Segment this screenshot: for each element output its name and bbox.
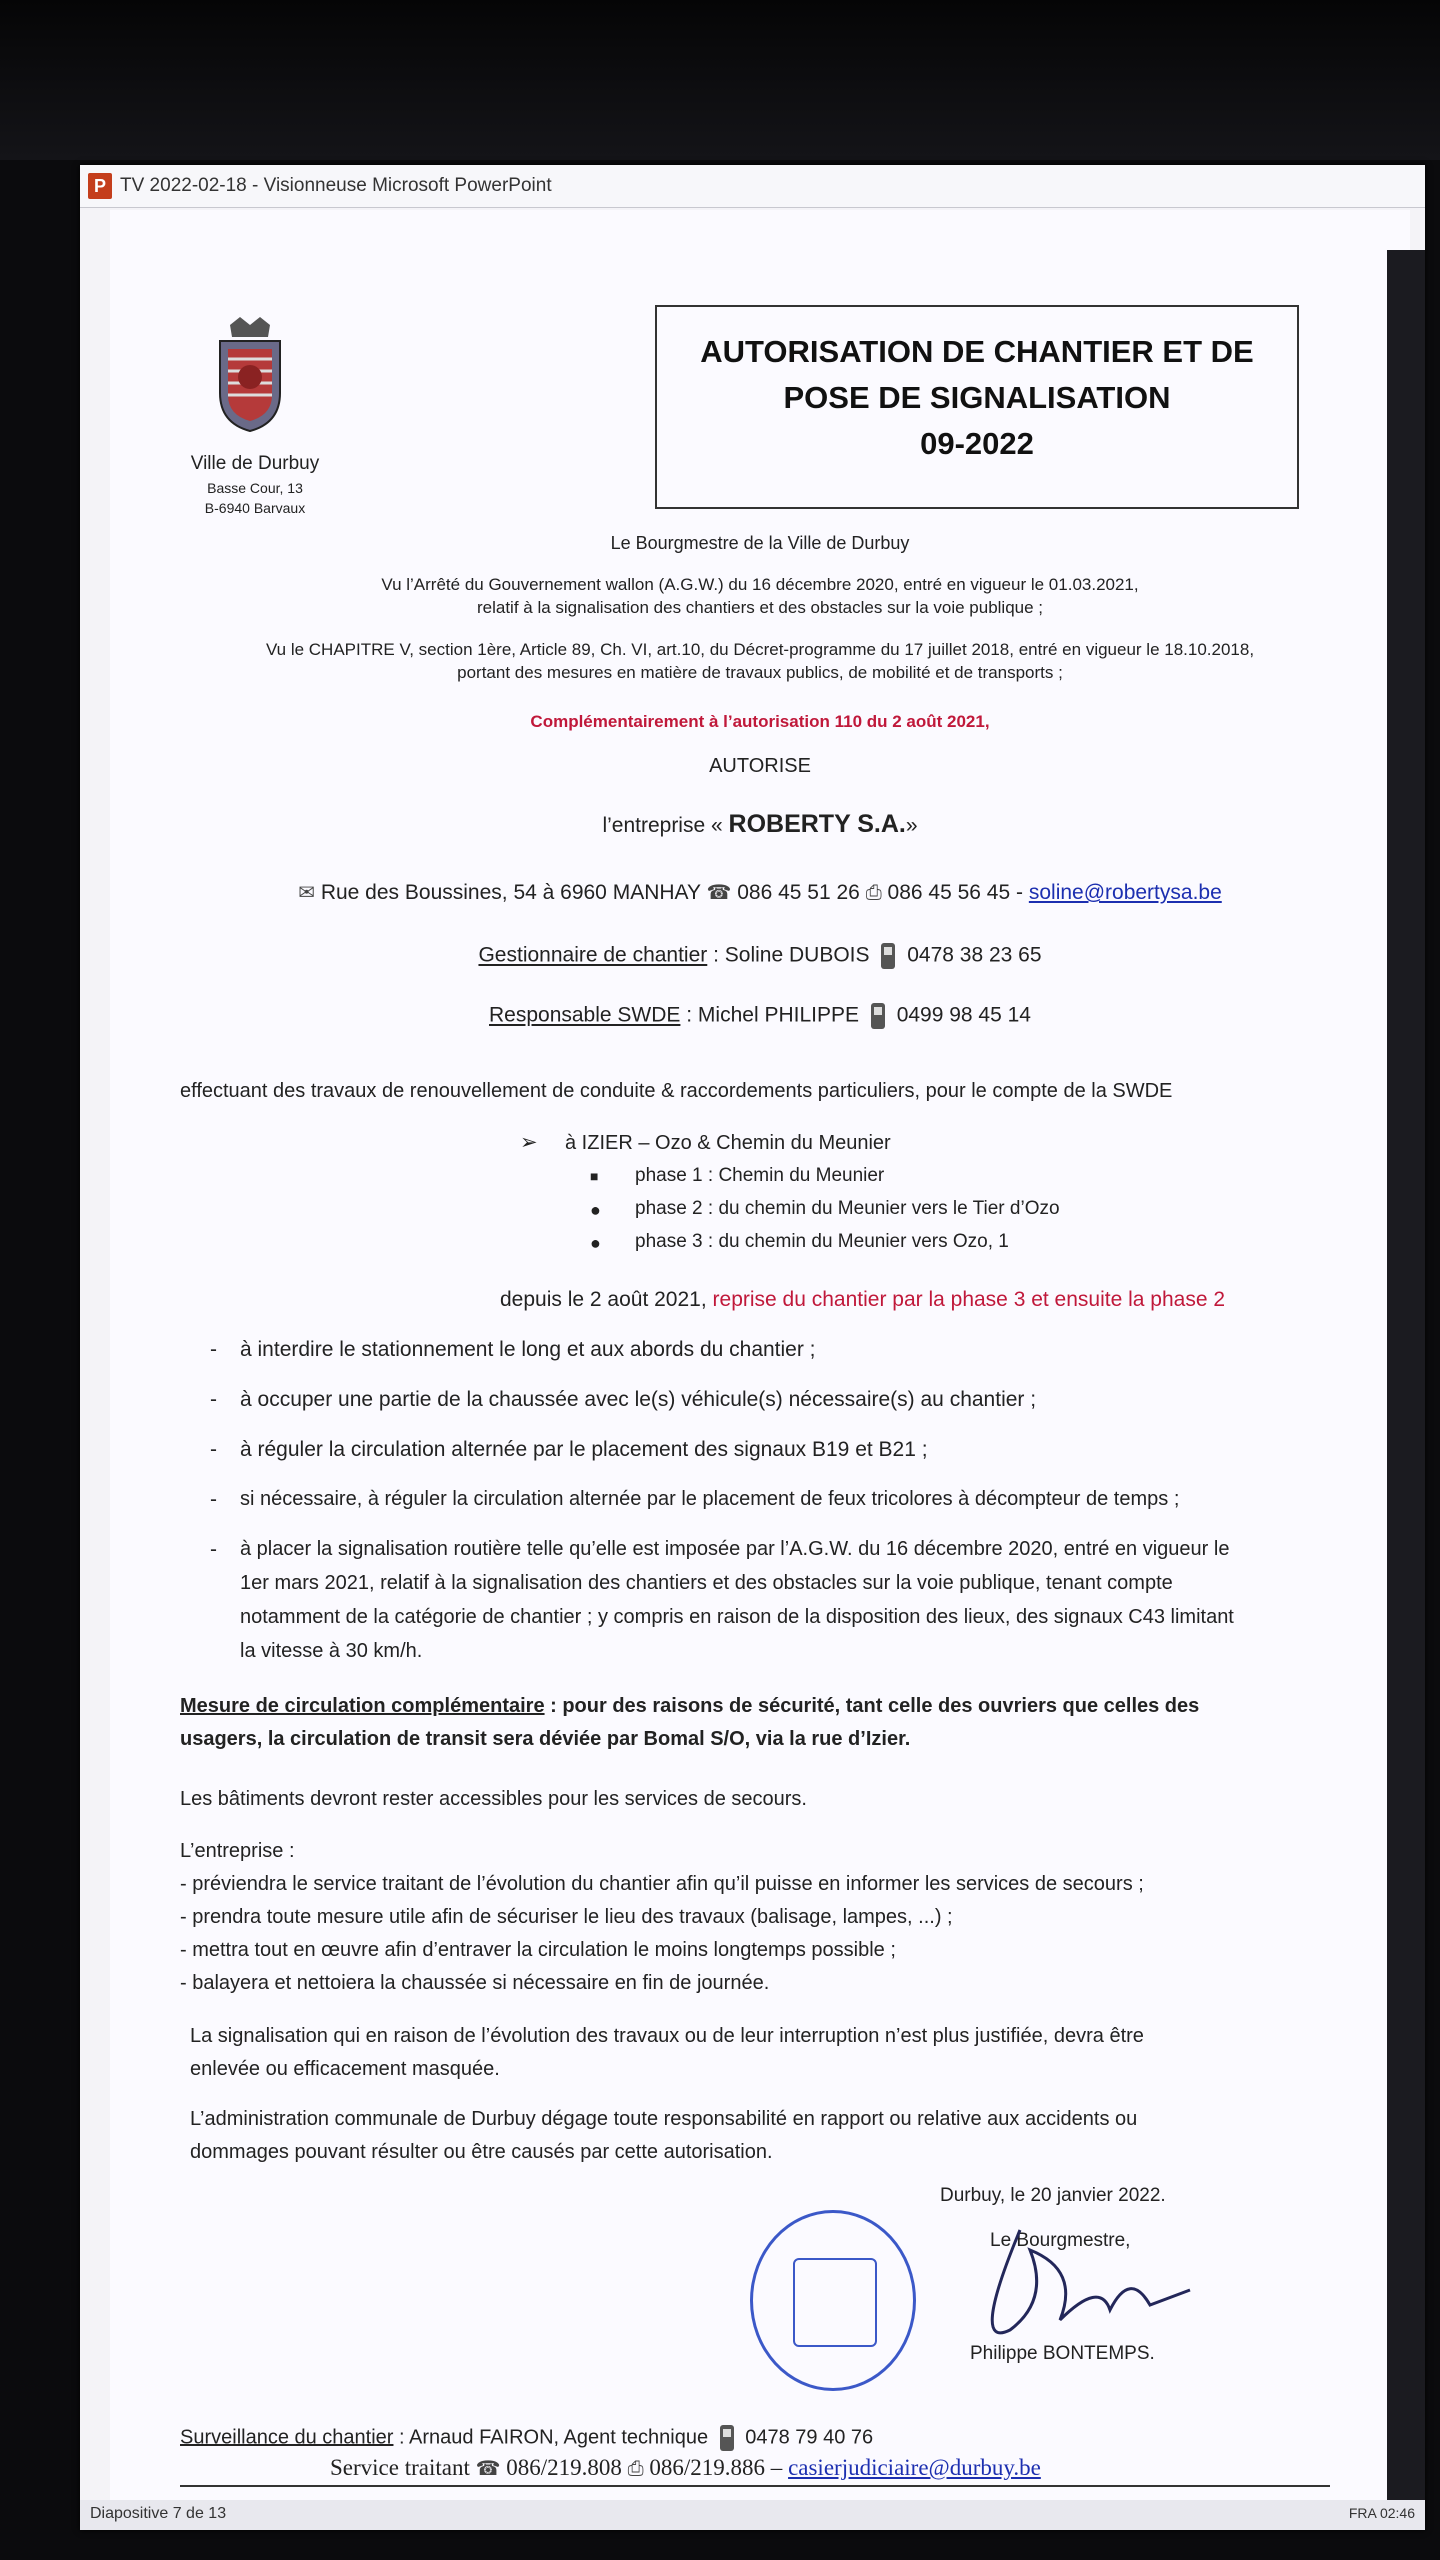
contact-email-link[interactable]: soline@robertysa.be xyxy=(1028,881,1222,904)
address-line-2: B-6940 Barvaux xyxy=(204,500,306,516)
mobile-phone-icon xyxy=(720,2425,734,2451)
fax-icon: ⎙ xyxy=(627,2458,644,2480)
reprise-text: reprise du chantier par la phase 3 et ensuite la phase 2 xyxy=(712,1288,1226,1311)
status-bar xyxy=(80,2500,1425,2530)
telephone-icon: ☎ xyxy=(475,2458,501,2480)
responsable-name: : Michel PHILIPPE xyxy=(686,1003,859,1027)
administration-line-1: L’administration communale de Durbuy dégage toute responsabilité en rapport ou relative aux accidents ou xyxy=(190,2108,1138,2130)
bullet-dot-icon: ● xyxy=(590,1200,601,1220)
telephone-icon: ☎ xyxy=(706,882,732,904)
effectuant-line: effectuant des travaux de renouvellement de conduite & raccordements particuliers, pour le compte de la SWDE xyxy=(180,1080,1173,1102)
dash-bullet: - xyxy=(210,1338,217,1361)
durbuy-coat-of-arms-logo xyxy=(210,315,290,435)
phase-1: phase 1 : Chemin du Meunier xyxy=(635,1165,885,1186)
service-tel: 086/219.808 xyxy=(506,2455,622,2480)
title-line-1: AUTORISATION DE CHANTIER ET DE xyxy=(700,334,1254,369)
bullet-dot-icon: ● xyxy=(590,1233,601,1253)
dash-bullet: - xyxy=(210,1388,217,1411)
title-line-2: POSE DE SIGNALISATION xyxy=(783,380,1171,415)
depuis-line xyxy=(500,1288,1225,1312)
phase-2: phase 2 : du chemin du Meunier vers le Tier d’Ozo xyxy=(635,1198,1060,1219)
gestionnaire-name: : Soline DUBOIS xyxy=(713,943,870,967)
powerpoint-app-icon[interactable]: P xyxy=(88,173,112,199)
mesure-line-1 xyxy=(180,1695,1199,1718)
mail-icon: ✉ xyxy=(298,882,315,904)
location-line: à IZIER – Ozo & Chemin du Meunier xyxy=(565,1132,891,1154)
entreprise-line xyxy=(110,810,1410,839)
service-label: Service traitant xyxy=(330,2455,470,2480)
entreprise-item-3: - mettra tout en œuvre afin d’entraver la circulation le moins longtemps possible ; xyxy=(180,1939,896,1961)
footer-divider xyxy=(180,2485,1330,2487)
bullet-square-icon: ■ xyxy=(590,1168,599,1184)
dash-bullet: - xyxy=(210,1438,217,1461)
gestionnaire-line xyxy=(110,943,1410,969)
mesure-text-1: : pour des raisons de sécurité, tant celle des ouvriers que celles des xyxy=(550,1695,1200,1717)
entreprise-name: ROBERTY S.A. xyxy=(728,810,906,838)
vu-agw-line-2: relatif à la signalisation des chantiers et des obstacles sur la voie publique ; xyxy=(476,598,1044,617)
title-line-3: 09-2022 xyxy=(920,426,1034,461)
signalisation-line-1: La signalisation qui en raison de l’évolution des travaux ou de leur interruption n’est plus justifiée, devra être xyxy=(190,2025,1144,2047)
title-bar xyxy=(80,165,1425,208)
system-tray-clock: FRA 02:46 xyxy=(1348,2505,1415,2521)
responsable-line xyxy=(110,1003,1410,1029)
item-3: à réguler la circulation alternée par le placement des signaux B19 et B21 ; xyxy=(240,1438,928,1461)
item-2: à occuper une partie de la chaussée avec le(s) véhicule(s) nécessaire(s) au chantier ; xyxy=(240,1388,1037,1411)
service-email-link[interactable]: casierjudiciaire@durbuy.be xyxy=(788,2455,1041,2480)
depuis-date: depuis le 2 août 2021, xyxy=(500,1288,707,1311)
secours-line: Les bâtiments devront rester accessibles pour les services de secours. xyxy=(180,1788,807,1810)
entreprise-heading: L’entreprise : xyxy=(180,1840,295,1862)
contact-fax: 086 45 56 45 xyxy=(887,881,1011,904)
autorise-heading: AUTORISE xyxy=(709,755,811,777)
ville-name: Ville de Durbuy xyxy=(190,453,320,474)
responsable-phone: 0499 98 45 14 xyxy=(896,1003,1031,1027)
entreprise-item-2: - prendra toute mesure utile afin de sécuriser le lieu des travaux (balisage, lampes, ...) ; xyxy=(180,1906,953,1928)
vu-agw-line-1: Vu l’Arrêté du Gouvernement wallon (A.G.W.) du 16 décembre 2020, entré en vigueur le 01.03.2021, xyxy=(381,575,1139,594)
phase-3: phase 3 : du chemin du Meunier vers Ozo, 1 xyxy=(635,1231,1009,1252)
gestionnaire-label: Gestionnaire de chantier xyxy=(478,943,708,967)
item-4: si nécessaire, à réguler la circulation alternée par le placement de feux tricolores à décompteur de temps ; xyxy=(240,1488,1180,1510)
contact-line xyxy=(110,880,1410,905)
entreprise-suffix: » xyxy=(905,814,918,837)
monitor-bezel xyxy=(0,0,1440,160)
surveillance-text: : Arnaud FAIRON, Agent technique xyxy=(399,2426,709,2449)
stamp-crest-icon xyxy=(793,2258,877,2347)
contact-tel: 086 45 51 26 xyxy=(737,881,860,904)
service-fax: 086/219.886 – xyxy=(649,2455,783,2480)
surveillance-phone: 0478 79 40 76 xyxy=(745,2426,874,2449)
dash-bullet: - xyxy=(210,1488,217,1511)
item-5-line-1: à placer la signalisation routière telle qu’elle est imposée par l’A.G.W. du 16 décembre 2020, entré en vigueur le xyxy=(240,1538,1230,1560)
surveillance-label: Surveillance du chantier xyxy=(180,2426,394,2449)
handwritten-signature xyxy=(960,2210,1210,2360)
contact-dash: - xyxy=(1016,881,1023,904)
surveillance-line xyxy=(180,2425,873,2451)
vertical-scrollbar[interactable] xyxy=(1387,250,1425,2500)
signature-date: Durbuy, le 20 janvier 2022. xyxy=(940,2185,1166,2206)
address-line-1: Basse Cour, 13 xyxy=(207,480,303,496)
slide-page xyxy=(110,210,1410,2500)
item-5-line-4: la vitesse à 30 km/h. xyxy=(240,1640,423,1662)
vu-chapitre-line-2: portant des mesures en matière de travaux publics, de mobilité et de transports ; xyxy=(457,663,1063,682)
signalisation-line-2: enlevée ou efficacement masquée. xyxy=(190,2058,500,2080)
official-stamp xyxy=(750,2210,916,2391)
mesure-label: Mesure de circulation complémentaire xyxy=(180,1695,545,1717)
responsable-label: Responsable SWDE xyxy=(489,1003,681,1027)
vu-chapitre-line-1: Vu le CHAPITRE V, section 1ère, Article 89, Ch. VI, art.10, du Décret-programme du 17 juillet 2018, entré en vigueur le 18.10.2018, xyxy=(265,640,1255,659)
service-line xyxy=(330,2455,1041,2481)
mobile-phone-icon xyxy=(881,943,895,969)
bourgmestre-line: Le Bourgmestre de la Ville de Durbuy xyxy=(610,533,910,553)
mesure-line-2: usagers, la circulation de transit sera déviée par Bomal S/O, via la rue d’Izier. xyxy=(180,1728,911,1750)
item-1: à interdire le stationnement le long et aux abords du chantier ; xyxy=(240,1338,816,1361)
entreprise-item-4: - balayera et nettoiera la chaussée si nécessaire en fin de journée. xyxy=(180,1972,770,1994)
item-5-line-2: 1er mars 2021, relatif à la signalisation des chantiers et des obstacles sur la voie publique, tenant compte xyxy=(240,1572,1173,1594)
document-title-box xyxy=(655,305,1299,509)
dash-bullet: - xyxy=(210,1538,217,1561)
location-arrow-icon: ➢ xyxy=(520,1131,538,1154)
window-title: TV 2022-02-18 - Visionneuse Microsoft PowerPoint xyxy=(120,175,552,196)
complement-line: Complémentairement à l’autorisation 110 du 2 août 2021, xyxy=(530,712,990,731)
contact-address: Rue des Boussines, 54 à 6960 MANHAY xyxy=(320,881,701,904)
mobile-phone-icon xyxy=(871,1003,885,1029)
entreprise-item-1: - préviendra le service traitant de l’évolution du chantier afin qu’il puisse en informer les services de secours ; xyxy=(180,1873,1144,1895)
administration-line-2: dommages pouvant résulter ou être causés par cette autorisation. xyxy=(190,2141,773,2163)
entreprise-prefix: l’entreprise « xyxy=(602,814,723,837)
powerpoint-viewer-window xyxy=(80,165,1425,2530)
signature-role: Le Bourgmestre, xyxy=(990,2230,1131,2251)
fax-icon: ⎙ xyxy=(865,882,882,904)
signature-name: Philippe BONTEMPS. xyxy=(970,2343,1155,2364)
gestionnaire-phone: 0478 38 23 65 xyxy=(907,943,1042,967)
item-5-line-3: notamment de la catégorie de chantier ; y compris en raison de la disposition des lieux, des signaux C43 limitant xyxy=(240,1606,1234,1628)
slide-counter: Diapositive 7 de 13 xyxy=(90,2505,227,2522)
